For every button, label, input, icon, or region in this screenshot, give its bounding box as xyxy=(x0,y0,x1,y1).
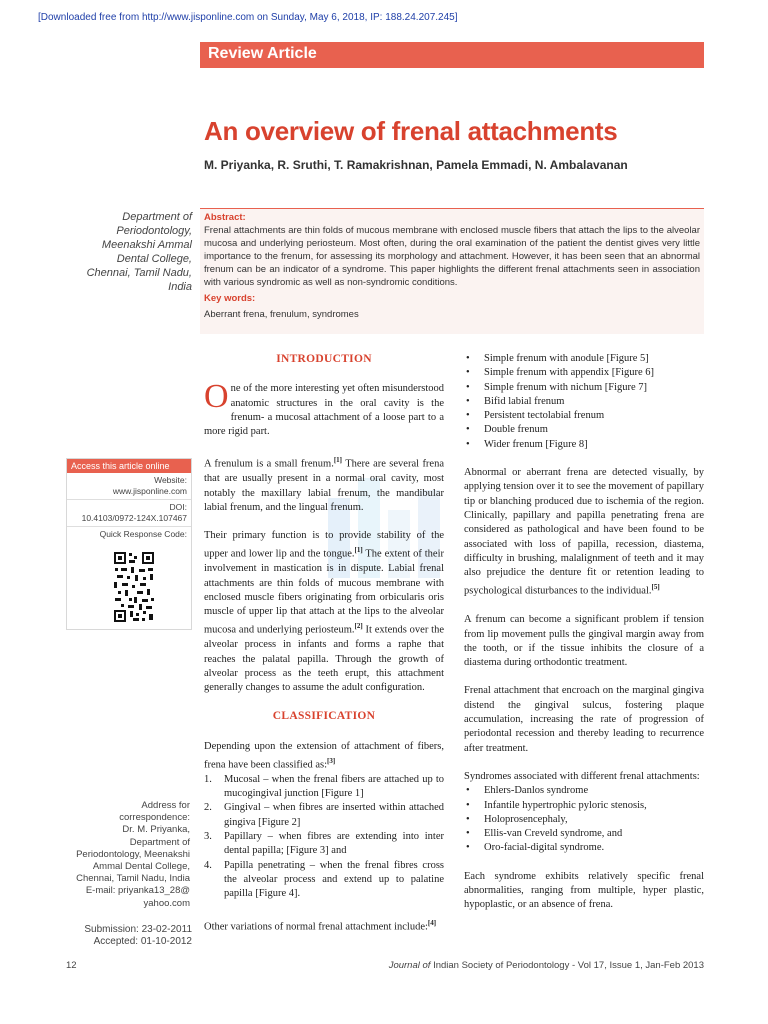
list-item: • Oro-facial-digital syndrome. xyxy=(464,841,704,855)
list-item: • Simple frenum with anodule [Figure 5] xyxy=(464,352,704,366)
frenum-problem-paragraph: A frenum can become a significant problem if tension from lip movement pulls the gingival margin away from the tooth, or if the tissue inhibits the closure of a diastema during orthodontic treatment. xyxy=(464,614,704,669)
page-number: 12 xyxy=(66,960,77,971)
doi-label: DOI: xyxy=(169,502,187,512)
list-item: • Double frenum xyxy=(464,423,704,437)
frenal-attachment-paragraph: Frenal attachment that encroach on the marginal gingiva distend the gingival sulcus, fostering plaque accumulation, increasing the rate of progression of periodontal recession and thereby leading to recurrence after treatment. xyxy=(464,685,704,754)
intro-paragraph-3 xyxy=(204,529,444,695)
access-article-box xyxy=(66,458,192,630)
website-row xyxy=(67,473,191,500)
list-number: 1. xyxy=(204,773,212,785)
citation-ref[interactable]: [4] xyxy=(427,918,437,927)
citation-ref[interactable]: [1] xyxy=(354,546,363,555)
doi-value[interactable]: 10.4103/0972-124X.107467 xyxy=(81,513,187,523)
citation-ref[interactable]: [3] xyxy=(327,757,336,766)
syndrome-frena-paragraph: Each syndrome exhibits relatively specific frenal abnormalities, ranging from multiple, hyper plastic, hypoplastic, or an absence of frena. xyxy=(464,870,704,911)
correspondence-line: Ammal Dental College, xyxy=(92,861,190,873)
list-item: • Bifid labial frenum xyxy=(464,395,704,409)
journal-footer xyxy=(389,960,704,971)
introduction-heading: INTRODUCTION xyxy=(276,353,372,365)
affiliation-line: India xyxy=(168,281,192,293)
intro-p2-text: A frenulum is a small frenum. xyxy=(204,458,334,470)
accepted-date: Accepted: 01-10-2012 xyxy=(93,936,192,947)
website-link[interactable]: www.jisponline.com xyxy=(112,486,187,496)
keywords-label: Key words: xyxy=(204,293,256,304)
list-item xyxy=(204,801,444,830)
intro-p2-text: There are several frena that are usually present in a normal oral cavity, most notably the maxillary labial frenum, the mandibular labial frenum, and the lingual frenum. xyxy=(204,458,445,513)
other-variations-intro xyxy=(204,916,444,935)
list-item-text: Gingival – when fibres are inserted within attached gingiva [Figure 2] xyxy=(224,802,444,828)
journal-citation: Indian Society of Periodontology - Vol 17, Issue 1, Jan-Feb 2013 xyxy=(430,960,704,971)
list-item: • Simple frenum with appendix [Figure 6] xyxy=(464,366,704,380)
affiliation-line: Periodontology, xyxy=(116,225,192,237)
correspondence-line: Chennai, Tamil Nadu, India xyxy=(76,873,190,885)
website-label: Website: xyxy=(154,475,187,485)
right-text-column xyxy=(464,352,704,927)
list-number: 2. xyxy=(204,802,212,814)
affiliation-line: Meenakshi Ammal xyxy=(101,239,192,251)
intro-paragraph-1 xyxy=(204,378,444,439)
classification-intro xyxy=(204,740,444,773)
list-item: • Wider frenum [Figure 8] xyxy=(464,438,704,452)
classification-list xyxy=(204,773,444,902)
list-item: • Ehlers-Danlos syndrome xyxy=(464,784,704,798)
download-note[interactable]: [Downloaded free from http://www.jisponline.com on Sunday, May 6, 2018, IP: 188.24.207.245] xyxy=(38,12,458,23)
list-item xyxy=(204,859,444,902)
correspondence-email[interactable]: yahoo.com xyxy=(143,897,190,909)
correspondence-line: Periodontology, Meenakshi xyxy=(76,848,190,860)
keywords-text: Aberrant frena, frenulum, syndromes xyxy=(204,309,359,320)
list-item xyxy=(204,830,444,859)
list-item: • Persistent tectolabial frenum xyxy=(464,409,704,423)
list-item: • Infantile hypertrophic pyloric stenosis, xyxy=(464,799,704,813)
list-item-text: Mucosal – when the frenal fibers are attached up to mucogingival junction [Figure 1] xyxy=(224,773,444,800)
qr-code-icon[interactable] xyxy=(113,551,155,623)
list-item: • Ellis-van Creveld syndrome, and xyxy=(464,827,704,841)
journal-italic: Journal of xyxy=(388,960,431,971)
list-item: • Simple frenum with nichum [Figure 7] xyxy=(464,381,704,395)
correspondence-line: Department of xyxy=(129,836,190,848)
intro-p3-text: The extent of their involvement in mastication is in dispute. Labial frenal attachments are thin folds of mucous membrane with enclosed muscle fibers originating from orbicularis oris muscle of upper lip that attach at the lips to the alveolar mucosa and underlying periosteum. xyxy=(204,548,444,636)
article-title: An overview of frenal attachments xyxy=(204,116,618,146)
syndromes-list xyxy=(464,784,704,855)
citation-ref[interactable]: [2] xyxy=(354,622,363,631)
correspondence-line: Address for xyxy=(141,800,190,811)
affiliation-line: Department of xyxy=(122,211,192,223)
abstract-label: Abstract: xyxy=(204,212,246,223)
intro-p3-text: Their primary function is to provide stability of the upper and lower lip and the tongue. xyxy=(204,530,444,560)
syndromes-intro: Syndromes associated with different frenal attachments: xyxy=(464,770,700,782)
intro-paragraph-2 xyxy=(204,453,444,515)
affiliation xyxy=(60,210,192,294)
other-variations-text: Other variations of normal frenal attachment include: xyxy=(204,921,428,932)
submission-date: Submission: 23-02-2011 xyxy=(84,924,192,935)
intro-p1-text: ne of the more interesting yet often misunderstood anatomic structures in the oral cavity is the frenum- a mucosal attachment of a loose part to a more rigid part. xyxy=(204,383,444,438)
submission-dates xyxy=(60,924,192,948)
article-type-banner xyxy=(200,42,704,68)
classification-heading: CLASSIFICATION xyxy=(272,710,376,723)
affiliation-line: Chennai, Tamil Nadu, xyxy=(86,267,192,279)
list-item xyxy=(204,773,444,802)
list-item-text: Papilla penetrating – when the frenal fibres cross the alveolar process and extend up to palatine papilla [Figure 4]. xyxy=(224,859,444,900)
intro-p3-text: It extends over the alveolar process in infants and forms a raphe that reaches the palatal papilla. Through the growth of alveolar process as the teeth erupt, this attachment generally changes to assume the adult configuration. xyxy=(204,624,444,694)
correspondence-line: correspondence: xyxy=(119,812,190,824)
correspondence-line: Dr. M. Priyanka, xyxy=(122,824,190,836)
citation-ref[interactable]: [5] xyxy=(651,583,660,592)
abstract-box xyxy=(200,208,704,334)
variations-list xyxy=(464,352,704,452)
citation-ref[interactable]: [1] xyxy=(333,456,343,465)
left-text-column xyxy=(204,352,444,948)
qr-label: Quick Response Code: xyxy=(99,529,187,539)
affiliation-line: Dental College, xyxy=(116,253,192,265)
list-number: 3. xyxy=(204,831,212,843)
correspondence-email[interactable]: E-mail: priyanka13_28@ xyxy=(85,885,190,897)
list-item-text: Papillary – when fibres are extending into inter dental papilla; [Figure 3] and xyxy=(224,831,444,857)
correspondence-address xyxy=(60,800,190,910)
drop-cap: O xyxy=(204,378,229,416)
list-number: 4. xyxy=(204,859,212,871)
author-list: M. Priyanka, R. Sruthi, T. Ramakrishnan, Pamela Emmadi, N. Ambalavanan xyxy=(204,158,628,172)
classification-intro-text: Depending upon the extension of attachment of fibers, frena have been classified as: xyxy=(204,740,444,771)
abstract-text: Frenal attachments are thin folds of mucous membrane with enclosed muscle fibers that attach the lips to the alveolar mucosa and underlying periosteum. Most often, during the oral examination of the patient the dentist gives very little importance to the frenum, for assessing its morphology and attachment. However, it has been seen that an abnormal frenum can be an indicator of a syndrome. This paper highlights the different frenal attachments seen in association with various syndromic as well as non-syndromic conditions. xyxy=(204,225,700,288)
article-type-label: Review Article xyxy=(208,45,317,62)
doi-row xyxy=(67,500,191,527)
list-item: • Holoprosencephaly, xyxy=(464,813,704,827)
paragraph-text: Abnormal or aberrant frena are detected visually, by applying tension over it to see the movement of papillary tip or blanching produced due to ischemia of the region. Clinically, papillary and papilla penetrating frena are considered as pathological and have been found to be associated with loss of papilla, recession, diastema, difficulty in brushing, malalignment of teeth and it may also prejudice the denture fit or retention leading to psychological disturbances to the individual. xyxy=(464,467,704,597)
access-header: Access this article online xyxy=(67,459,191,473)
aberrant-frena-paragraph xyxy=(464,466,704,599)
